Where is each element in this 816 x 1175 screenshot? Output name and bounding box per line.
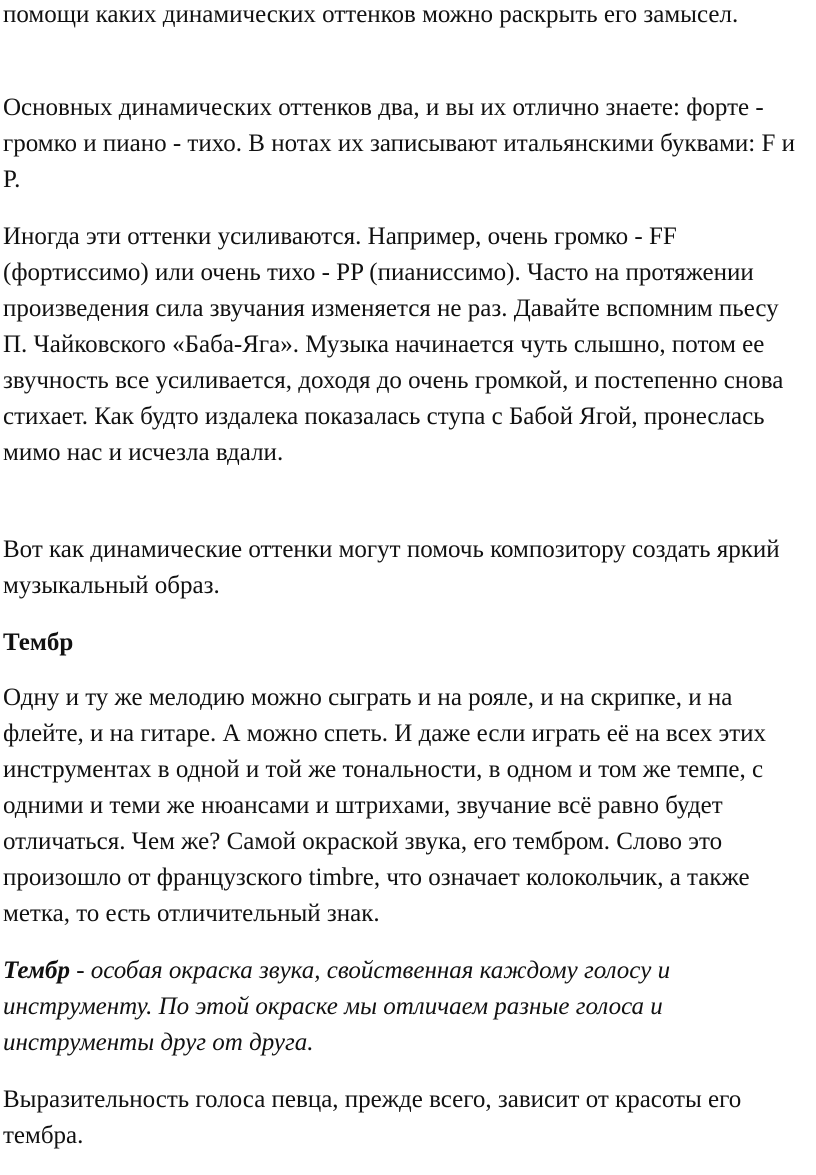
paragraph-dynamics-intro: помощи каких динамических оттенков можно раскрыть его замысел.: [3, 1, 739, 28]
paragraph-singer-voice: Выразительность голоса певца, прежде всего, зависит от красоты его тембра.: [3, 1086, 742, 1149]
definition-term: Тембр: [3, 957, 70, 984]
section-heading-timbre: Тембр: [3, 629, 74, 656]
paragraph-fortissimo-pianissimo: Иногда эти оттенки усиливаются. Например, очень громко - FF (фортиссимо) или очень тихо - PP (пианиссимо). Часто на протяжении произведения сила звучания изменяется не раз. Давайте вспомним пьесу П. Чайковского «Баба-Яга». Музыка начинается чуть слышно, потом ее звучность все усиливается, доходя до очень громкой, и постепенно снова стихает. Как будто издалека показалась ступа с Бабой Ягой, пронеслась мимо нас и исчезла вдали.: [3, 223, 784, 466]
definition-text: - особая окраска звука, свойственная каждому голосу и инструменту. По этой окраске мы отличаем разные голоса и инструменты друг от друга.: [3, 957, 671, 1056]
paragraph-forte-piano: Основных динамических оттенков два, и вы их отлично знаете: форте - громко и пиано - тихо. В нотах их записывают итальянскими буквами: F и P.: [3, 94, 795, 193]
paragraph-dynamics-conclusion: Вот как динамические оттенки могут помочь композитору создать яркий музыкальный образ.: [3, 536, 780, 599]
paragraph-timbre-explanation: Одну и ту же мелодию можно сыграть и на рояле, и на скрипке, и на флейте, и на гитаре. А можно спеть. И даже если играть её на всех этих инструментах в одной и той же тональности, в одном и том же темпе, с одними и теми же нюансами и штрихами, звучание всё равно будет отличаться. Чем же? Самой окраской звука, его тембром. Слово это произошло от французского timbre, что означает колокольчик, а также метка, то есть отличительный знак.: [3, 684, 767, 927]
paragraph-timbre-definition: [3, 953, 803, 1061]
